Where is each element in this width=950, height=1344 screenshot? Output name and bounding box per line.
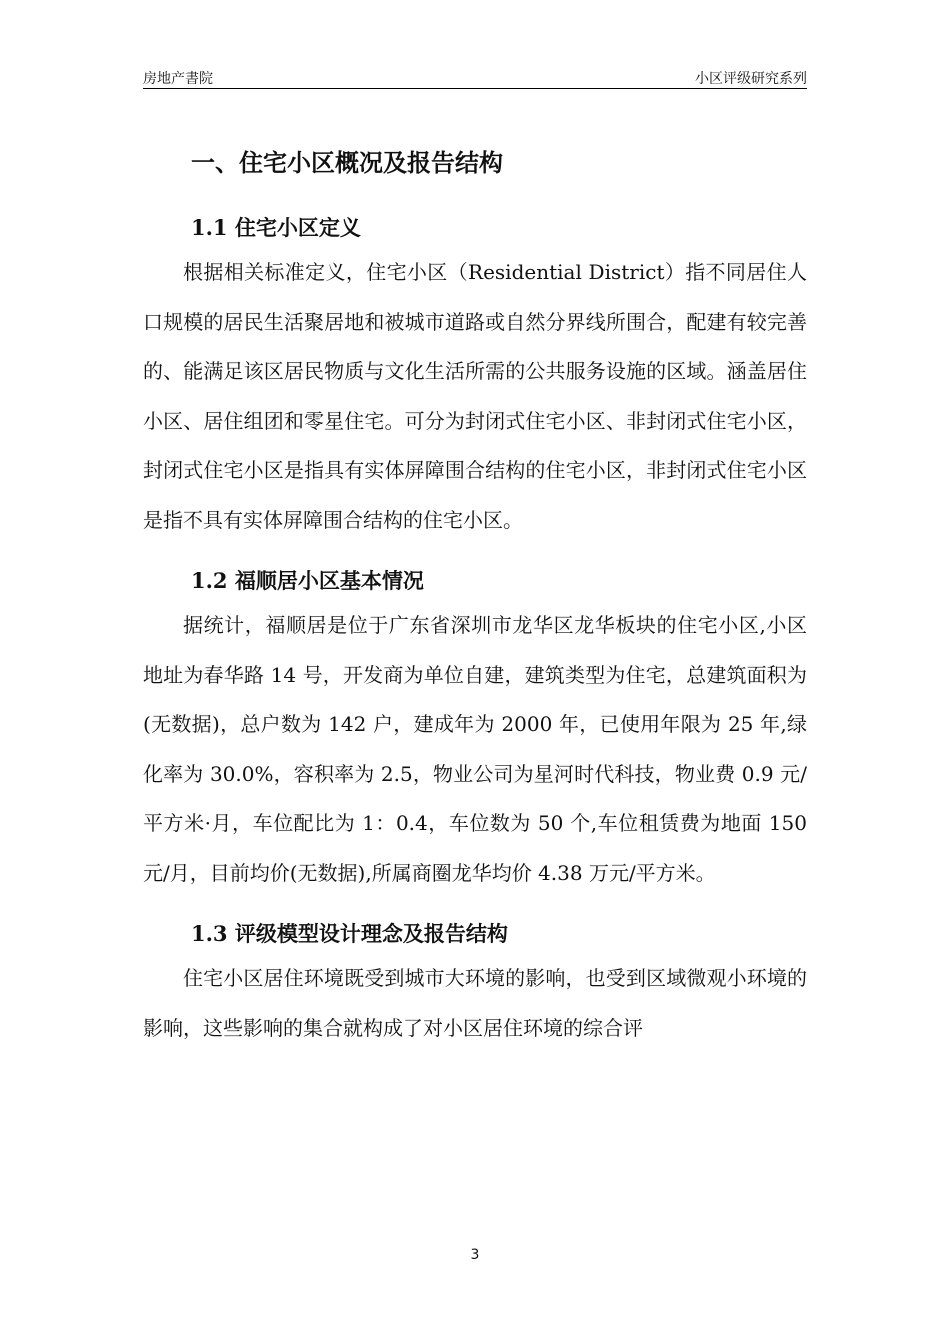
header-series-title: 小区评级研究系列 bbox=[695, 71, 807, 87]
section-body-1-2: 据统计，福顺居是位于广东省深圳市龙华区龙华板块的住宅小区,小区地址为春华路 14 号，开发商为单位自建，建筑类型为住宅，总建筑面积为(无数据)，总户数为 142 户，建成年为 2000 年，已使用年限为 25 年,绿化率为 30.0%，容积率为 2.5，物业公司为星河时代科技，物业费 0.9 元/平方米·月，车位配比为 1：0.4，车位数为 50 个,车位租赁费为地面 150 元/月，目前均价(无数据),所属商圈龙华均价 4.38 万元/平方米。 bbox=[143, 613, 807, 885]
section-heading-1-1: 1.1 住宅小区定义 bbox=[191, 215, 361, 240]
page-header bbox=[143, 66, 807, 89]
header-publisher: 房地产書院 bbox=[143, 71, 213, 87]
document-body bbox=[143, 140, 807, 1053]
page-number: 3 bbox=[470, 1247, 480, 1263]
section-body-1-3: 住宅小区居住环境既受到城市大环境的影响，也受到区域微观小环境的影响，这些影响的集合就构成了对小区居住环境的综合评 bbox=[143, 966, 807, 1040]
section-heading-1-3: 1.3 评级模型设计理念及报告结构 bbox=[191, 921, 508, 946]
chapter-title: 一、住宅小区概况及报告结构 bbox=[191, 148, 503, 177]
section-heading-1-2: 1.2 福顺居小区基本情况 bbox=[191, 568, 424, 593]
section-body-1-1: 根据相关标准定义，住宅小区（Residential District）指不同居住人口规模的居民生活聚居地和被城市道路或自然分界线所围合，配建有较完善的、能满足该区居民物质与文化生活所需的公共服务设施的区域。涵盖居住小区、居住组团和零星住宅。可分为封闭式住宅小区、非封闭式住宅小区，封闭式住宅小区是指具有实体屏障围合结构的住宅小区，非封闭式住宅小区是指不具有实体屏障围合结构的住宅小区。 bbox=[143, 260, 807, 532]
